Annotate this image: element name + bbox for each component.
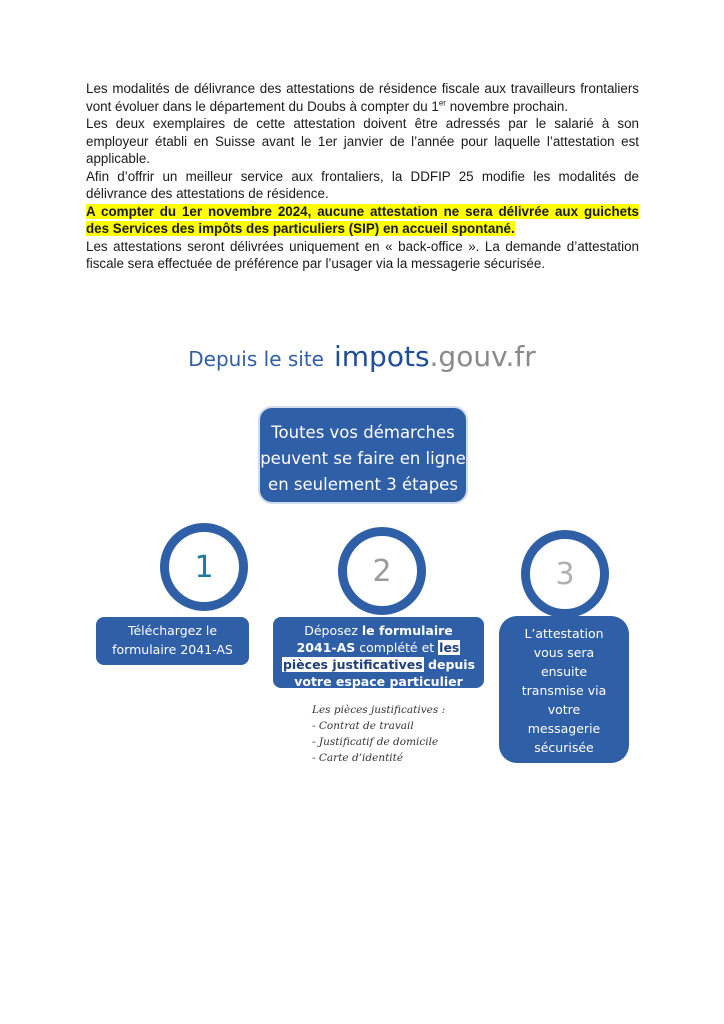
step-1-line: formulaire 2041-AS <box>112 642 233 657</box>
step-2-circle <box>338 527 426 615</box>
step-3-line: sécurisée <box>534 740 594 755</box>
pieces-item: - Contrat de travail <box>312 720 414 732</box>
site-title-prefix: Depuis le site <box>188 347 324 371</box>
step-2-inverted: pièces justificatives <box>282 657 423 672</box>
step-1-number: 1 <box>194 549 214 585</box>
step-2-bold: votre espace particulier <box>294 674 463 689</box>
paragraph-5: Les attestations seront délivrées uniquement en « back-office ». La demande d’attestation fiscale sera effectuée de préférence par l’usager via la messagerie sécurisée. <box>86 238 639 271</box>
step-2-number: 2 <box>372 553 392 589</box>
site-domain: .gouv.fr <box>429 340 536 373</box>
step-3-line: L’attestation <box>524 626 604 641</box>
step-3-line: vous sera <box>533 645 595 660</box>
step-2-text: complété et <box>355 640 439 655</box>
step-1-line: Téléchargez le <box>127 623 218 638</box>
pieces-list <box>312 702 445 766</box>
body-text <box>86 80 639 273</box>
step-2-bold: le formulaire <box>361 623 453 638</box>
intro-line: Toutes vos démarches <box>271 423 455 442</box>
highlighted-paragraph: A compter du 1er novembre 2024, aucune attestation ne sera délivrée aux guichets des Services des impôts des particuliers (SIP) en accueil spontané. <box>86 203 639 236</box>
step-2-inverted: les <box>439 640 460 655</box>
pieces-item: - Justificatif de domicile <box>312 736 439 748</box>
intro-line: en seulement 3 étapes <box>268 475 458 494</box>
step-1-box <box>96 617 249 665</box>
step-2-bold: depuis <box>423 657 476 672</box>
pieces-item: - Carte d’identité <box>312 752 404 764</box>
step-1-circle <box>160 523 248 611</box>
intro-line: peuvent se faire en ligne <box>260 449 466 468</box>
site-title <box>0 340 724 373</box>
step-3-line: messagerie <box>527 721 601 736</box>
step-3-box <box>499 616 629 763</box>
paragraph-1: Les modalités de délivrance des attestations de résidence fiscale aux travailleurs frontaliers vont évoluer dans le département du Doubs à compter du 1er novembre prochain. <box>86 81 639 114</box>
site-brand: impots <box>334 340 430 373</box>
paragraph-2: Les deux exemplaires de cette attestation doivent être adressés par le salarié à son employeur établi en Suisse avant le 1er janvier de l’année pour laquelle l’attestation est applicable. <box>86 116 639 166</box>
step-3-circle <box>521 530 609 618</box>
intro-box <box>258 406 468 504</box>
step-3-number: 3 <box>555 556 575 592</box>
paragraph-3: Afin d’offrir un meilleur service aux frontaliers, la DDFIP 25 modifie les modalités de délivrance des attestations de résidence. <box>86 168 639 201</box>
step-3-line: votre <box>547 702 581 717</box>
step-3-line: transmise via <box>521 683 607 698</box>
step-2-bold: 2041-AS <box>296 640 356 655</box>
pieces-title: Les pièces justificatives : <box>312 704 446 716</box>
step-2-box <box>273 617 484 688</box>
step-2-text: Déposez <box>304 623 362 638</box>
step-3-line: ensuite <box>540 664 588 679</box>
